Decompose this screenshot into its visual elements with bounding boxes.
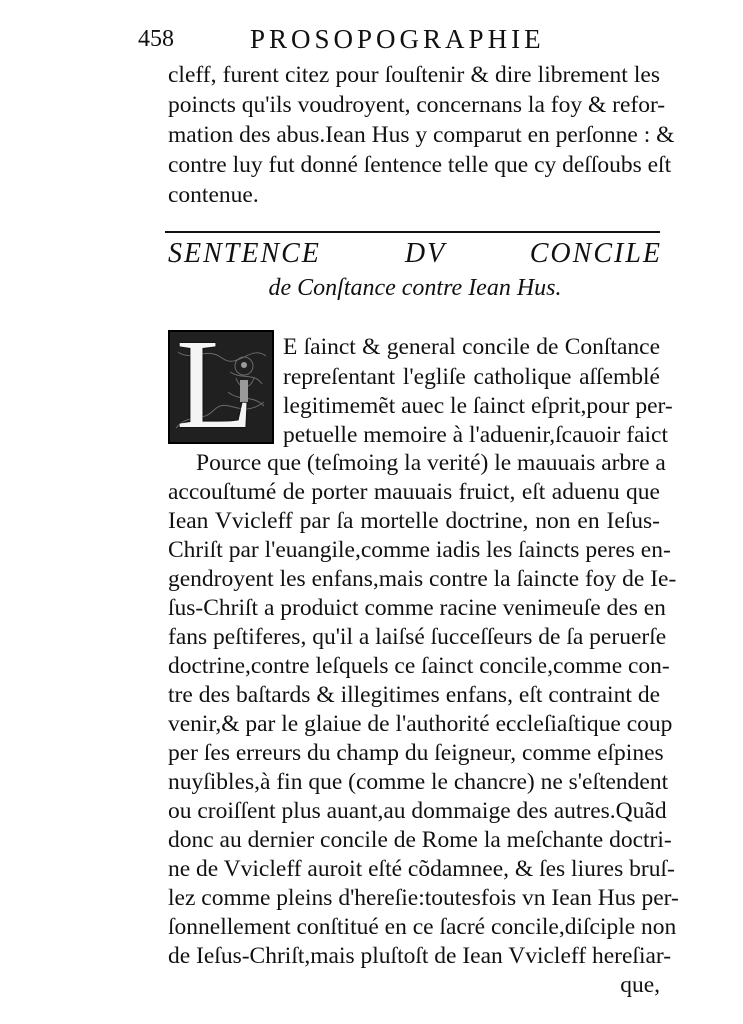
text-line: Pource que (teſmoing la verité) le mauuais arbre a <box>196 450 666 476</box>
text-line: per ſes erreurs du champ du ſeigneur, comme eſpines <box>168 740 664 766</box>
section-subheading: de Conſtance contre Iean Hus. <box>268 275 562 301</box>
text-line: de Ieſus-Chriſt,mais pluſtoſt de Iean Vvicleff hereſiar- <box>168 943 672 969</box>
text-line: ſus-Chriſt a produict comme racine venimeuſe des en <box>168 595 666 621</box>
text-line: donc au dernier concile de Rome la meſchante doctri- <box>168 827 672 853</box>
text-line: Iean Vvicleff par ſa mortelle doctrine, non en Ieſus- <box>168 508 660 534</box>
text-line: Chriſt par l'euangile,comme iadis les ſaincts peres en- <box>168 537 671 563</box>
text-line: fans peſtiferes, qu'il a laiſsé ſucceſſeurs de ſa peruerſe <box>168 624 667 650</box>
ornamental-initial-image <box>168 330 274 444</box>
catchword: que, <box>620 972 660 998</box>
running-head-title: PROSOPOGRAPHIE <box>250 24 545 54</box>
text-line: poincts qu'ils voudroyent, concernans la foy & refor- <box>168 92 666 118</box>
running-head <box>138 22 658 58</box>
section-heading: SENTENCE DV CONCILE <box>168 238 662 269</box>
section-divider <box>165 231 660 233</box>
drop-cap-letter: L <box>176 330 255 444</box>
text-line: contenue. <box>168 182 259 208</box>
text-line: petuelle memoire à l'aduenir,ſcauoir faict <box>283 422 668 448</box>
text-line: ne de Vvicleff auroit eſté cõdamnee, & ſes liures bruſ- <box>168 856 675 882</box>
text-line: doctrine,contre leſquels ce ſainct concile,comme con- <box>168 653 670 679</box>
text-line: accouſtumé de porter mauuais fruict, eſt aduenu que <box>168 479 660 505</box>
text-line: nuyſibles,à fin que (comme le chancre) ne s'eſtendent <box>168 769 669 795</box>
text-line: repreſentant l'egliſe catholique aſſemblé <box>283 364 660 390</box>
text-line: lez comme pleins d'hereſie:toutesfois vn Iean Hus per- <box>168 885 679 911</box>
text-line: cleff, furent citez pour ſouſtenir & dire librement les <box>168 62 660 88</box>
text-line: E ſainct & general concile de Conſtance <box>283 334 660 360</box>
page-number: 458 <box>138 26 174 52</box>
text-line: contre luy fut donné ſentence telle que cy deſſoubs eſt <box>168 152 672 178</box>
text-line: legitimemẽt auec le ſainct eſprit,pour per- <box>283 393 673 419</box>
text-line: ſonnellement conſtitué en ce ſacré concile,diſciple non <box>168 914 677 940</box>
text-line: venir,& par le glaiue de l'authorité eccleſiaſtique coup <box>168 711 673 737</box>
text-line: tre des baſtards & illegitimes enfans, eſt contraint de <box>168 682 660 708</box>
text-line: ou croiſſent plus auant,au dommaige des autres.Quãd <box>168 798 667 824</box>
text-line: gendroyent les enfans,mais contre la ſaincte foy de Ie- <box>168 566 677 592</box>
text-line: mation des abus.Iean Hus y comparut en perſonne : & <box>168 122 675 148</box>
